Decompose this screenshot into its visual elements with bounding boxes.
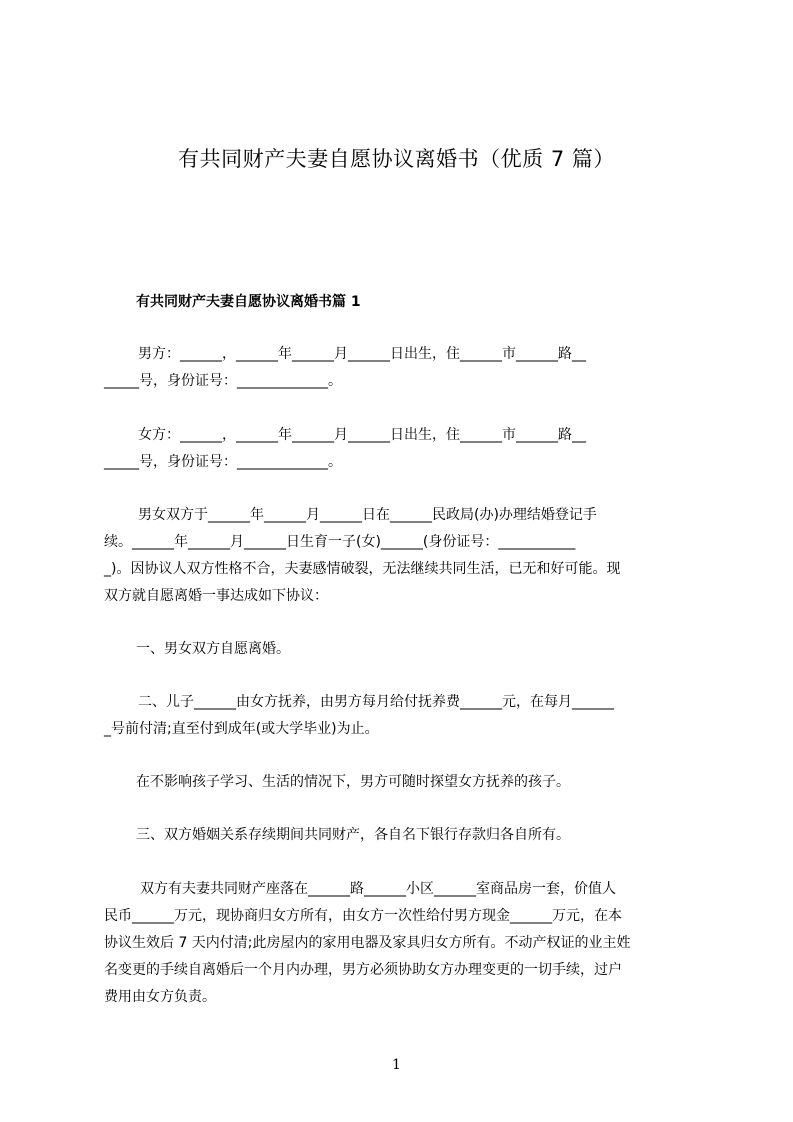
husband-line-2: _____号，身份证号：_____________。: [104, 373, 342, 389]
visitation-line: 在不影响孩子学习、生活的情况下，男方可随时探望女方抚养的孩子。: [136, 774, 570, 790]
property-line-3: 协议生效后 7 天内付清;此房屋内的家用电器及家具归女方所有。不动产权证的业主姓: [104, 935, 631, 951]
clause-3: 三、双方婚姻关系存续期间共同财产，各自名下银行存款归各自所有。: [136, 827, 570, 843]
clause-1: 一、男女双方自愿离婚。: [136, 641, 290, 657]
section-heading: 有共同财产夫妻自愿协议离婚书篇 1: [136, 294, 361, 310]
wife-line-2: _____号，身份证号：_____________。: [104, 454, 342, 470]
marriage-line-3: _)。因协议人双方性格不合，夫妻感情破裂，无法继续共同生活，已无和好可能。现: [104, 561, 621, 577]
husband-line-1: 男方：______，______年______月______日出生，住______市______路__: [138, 346, 586, 362]
property-line-2: 民币______万元，现协商归女方所有，由女方一次性给付男方现金______万元，在本: [104, 908, 622, 924]
clause-2-line-2: _号前付清;直至付到成年(或大学毕业)为止。: [104, 721, 379, 737]
document-title: 有共同财产夫妻自愿协议离婚书（优质 7 篇）: [178, 147, 615, 171]
property-line-1: 双方有夫妻共同财产座落在______路______小区______室商品房一套，价值人: [140, 881, 616, 897]
property-line-5: 费用由女方负责。: [104, 989, 216, 1005]
marriage-line-4: 双方就自愿离婚一事达成如下协议：: [104, 588, 328, 604]
marriage-line-2: 续。______年______月______日生育一子(女)______(身份证号：___________: [104, 534, 576, 550]
page-number: 1: [392, 1057, 401, 1073]
clause-2-line-1: 二、儿子______由女方抚养，由男方每月给付抚养费______元，在每月______: [138, 694, 614, 710]
property-line-4: 名变更的手续自离婚后一个月内办理，男方必须协助女方办理变更的一切手续，过户: [104, 962, 622, 978]
marriage-line-1: 男女双方于______年______月______日在______民政局(办)办理结婚登记手: [138, 507, 597, 523]
wife-line-1: 女方：______，______年______月______日出生，住______市______路__: [138, 427, 586, 443]
